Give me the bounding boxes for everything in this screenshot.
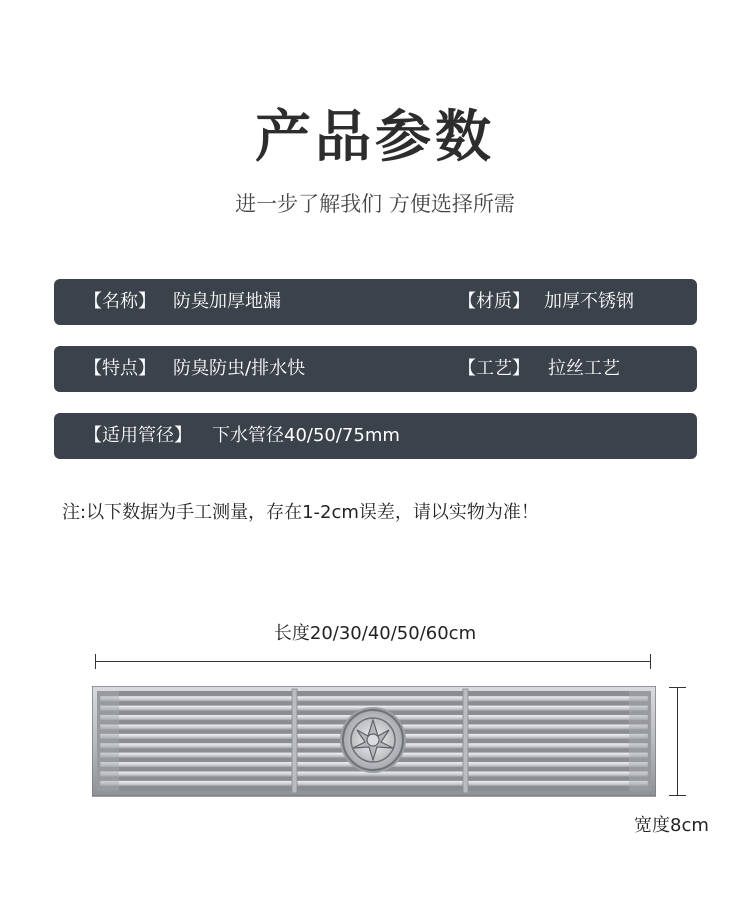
spec-bar-name-material [54,279,697,325]
spec-label-pipe: 【适用管径】 [84,425,192,446]
grate-slat [100,696,648,702]
width-dimension-line [677,687,678,796]
width-tick-top [669,687,686,688]
length-tick-right [650,654,651,669]
spec-value-process: 拉丝工艺 [548,358,620,379]
length-tick-left [95,654,96,669]
page-title: 产品参数 [255,105,495,170]
spec-value-feature: 防臭防虫/排水快 [173,358,306,379]
page-subtitle: 进一步了解我们 方便选择所需 [235,192,515,216]
spec-label-feature: 【特点】 [84,358,156,379]
spec-value-pipe: 下水管径40/50/75mm [212,425,400,446]
length-label: 长度20/30/40/50/60cm [273,623,477,644]
spec-label-process: 【工艺】 [458,358,530,379]
length-dimension-line [95,661,651,662]
drain-end-cap-left [97,691,119,791]
odor-trap-core [340,707,406,773]
drain-crossbar-2 [463,689,468,793]
width-tick-bottom [669,795,686,796]
spec-label-material: 【材质】 [458,291,530,312]
drain-end-cap-right [629,691,651,791]
width-label: 宽度8cm [634,815,709,836]
spec-bar-feature-process [54,346,697,392]
floor-drain-illustration [92,686,656,798]
grate-slat [100,781,648,787]
spec-label-name: 【名称】 [84,291,156,312]
measurement-note: 注:以下数据为手工测量，存在1-2cm误差，请以实物为准！ [62,502,539,523]
drain-crossbar-1 [292,689,297,793]
spec-bar-pipe-diameter [54,413,697,459]
spec-value-name: 防臭加厚地漏 [173,291,281,312]
spec-value-material: 加厚不锈钢 [544,291,634,312]
